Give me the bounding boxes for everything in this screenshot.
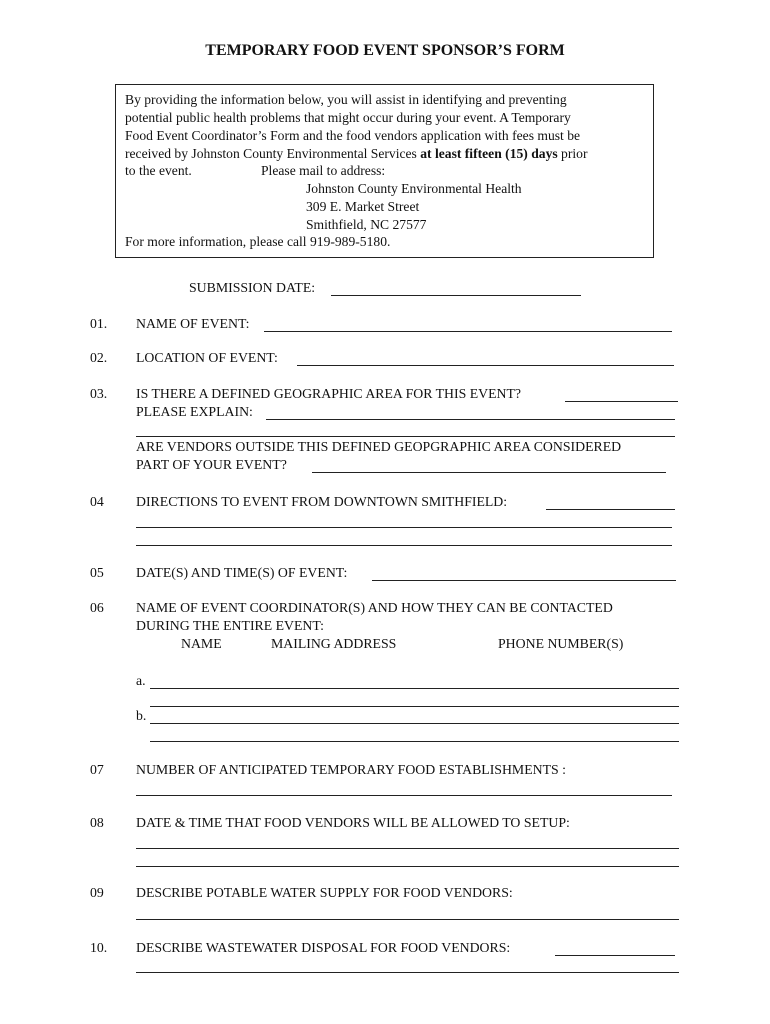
address-line: Johnston County Environmental Health	[306, 181, 522, 196]
coordinator-label-cont: DURING THE ENTIRE EVENT:	[136, 618, 324, 633]
item-number: 06	[90, 600, 104, 615]
outside-vendors-label-cont: PART OF YOUR EVENT?	[136, 457, 287, 472]
column-header-mailing-address: MAILING ADDRESS	[271, 636, 397, 651]
coordinator-label: NAME OF EVENT COORDINATOR(S) AND HOW THEY CAN BE CONTACTED	[136, 600, 613, 615]
contact-info: For more information, please call 919-989-5180.	[125, 234, 391, 249]
coordinator-a-field-line2[interactable]	[150, 706, 679, 707]
explain-label: PLEASE EXPLAIN:	[136, 404, 253, 419]
item-number: 02.	[90, 350, 108, 365]
event-name-label: NAME OF EVENT:	[136, 316, 250, 331]
item-number: 07	[90, 762, 104, 777]
directions-label: DIRECTIONS TO EVENT FROM DOWNTOWN SMITHFIELD:	[136, 494, 508, 509]
intro-line: to the event.	[125, 163, 192, 178]
intro-text: received by Johnston County Environmental Services	[125, 146, 421, 161]
intro-line	[125, 146, 587, 162]
coordinator-b-field[interactable]	[150, 723, 679, 724]
water-supply-label: DESCRIBE POTABLE WATER SUPPLY FOR FOOD VENDORS:	[136, 885, 513, 900]
event-location-label: LOCATION OF EVENT:	[136, 350, 278, 365]
directions-field[interactable]	[546, 509, 675, 510]
water-supply-field[interactable]	[136, 919, 679, 920]
submission-date-label: SUBMISSION DATE:	[189, 280, 316, 295]
address-line: 309 E. Market Street	[306, 199, 420, 214]
event-location-field[interactable]	[297, 365, 674, 366]
item-number: 08	[90, 815, 104, 830]
coordinator-row-label: b.	[136, 708, 147, 723]
outside-vendors-field[interactable]	[312, 472, 666, 473]
item-number: 09	[90, 885, 104, 900]
event-name-field[interactable]	[264, 331, 672, 332]
address-line: Smithfield, NC 27577	[306, 217, 427, 232]
column-header-phone: PHONE NUMBER(S)	[498, 636, 624, 651]
wastewater-field-line2[interactable]	[136, 972, 679, 973]
item-number: 01.	[90, 316, 108, 331]
directions-field-line2[interactable]	[136, 527, 672, 528]
geographic-area-label: IS THERE A DEFINED GEOGRAPHIC AREA FOR THIS EVENT?	[136, 386, 522, 401]
intro-text: prior	[557, 146, 588, 161]
instructions-box	[115, 84, 654, 258]
item-number: 03.	[90, 386, 108, 401]
item-number: 05	[90, 565, 104, 580]
outside-vendors-label: ARE VENDORS OUTSIDE THIS DEFINED GEOPGRAPHIC AREA CONSIDERED	[136, 439, 622, 454]
intro-line: Food Event Coordinator’s Form and the food vendors application with fees must be	[125, 128, 581, 143]
establishments-label: NUMBER OF ANTICIPATED TEMPORARY FOOD ESTABLISHMENTS :	[136, 762, 566, 777]
submission-date-field[interactable]	[331, 295, 581, 296]
mail-instruction: Please mail to address:	[261, 163, 386, 178]
event-dates-label: DATE(S) AND TIME(S) OF EVENT:	[136, 565, 348, 580]
intro-line: potential public health problems that might occur during your event. A Temporary	[125, 110, 571, 125]
intro-line: By providing the information below, you will assist in identifying and preventing	[125, 92, 567, 107]
item-number: 10.	[90, 940, 108, 955]
event-dates-field[interactable]	[372, 580, 676, 581]
establishments-field[interactable]	[136, 795, 672, 796]
coordinator-a-field[interactable]	[150, 688, 679, 689]
directions-field-line3[interactable]	[136, 545, 672, 546]
item-number: 04	[90, 494, 104, 509]
coordinator-b-field-line2[interactable]	[150, 741, 679, 742]
explain-field[interactable]	[266, 419, 675, 420]
form-title: TEMPORARY FOOD EVENT SPONSOR’S FORM	[205, 42, 565, 59]
column-header-name: NAME	[181, 636, 222, 651]
coordinator-row-label: a.	[136, 673, 146, 688]
deadline-emphasis: at least fifteen (15) days	[420, 146, 558, 161]
setup-time-field-line2[interactable]	[136, 866, 679, 867]
setup-time-field[interactable]	[136, 848, 679, 849]
setup-time-label: DATE & TIME THAT FOOD VENDORS WILL BE ALLOWED TO SETUP:	[136, 815, 570, 830]
wastewater-field[interactable]	[555, 955, 675, 956]
wastewater-label: DESCRIBE WASTEWATER DISPOSAL FOR FOOD VENDORS:	[136, 940, 511, 955]
geographic-area-field[interactable]	[565, 401, 678, 402]
explain-field-continued[interactable]	[136, 436, 675, 437]
